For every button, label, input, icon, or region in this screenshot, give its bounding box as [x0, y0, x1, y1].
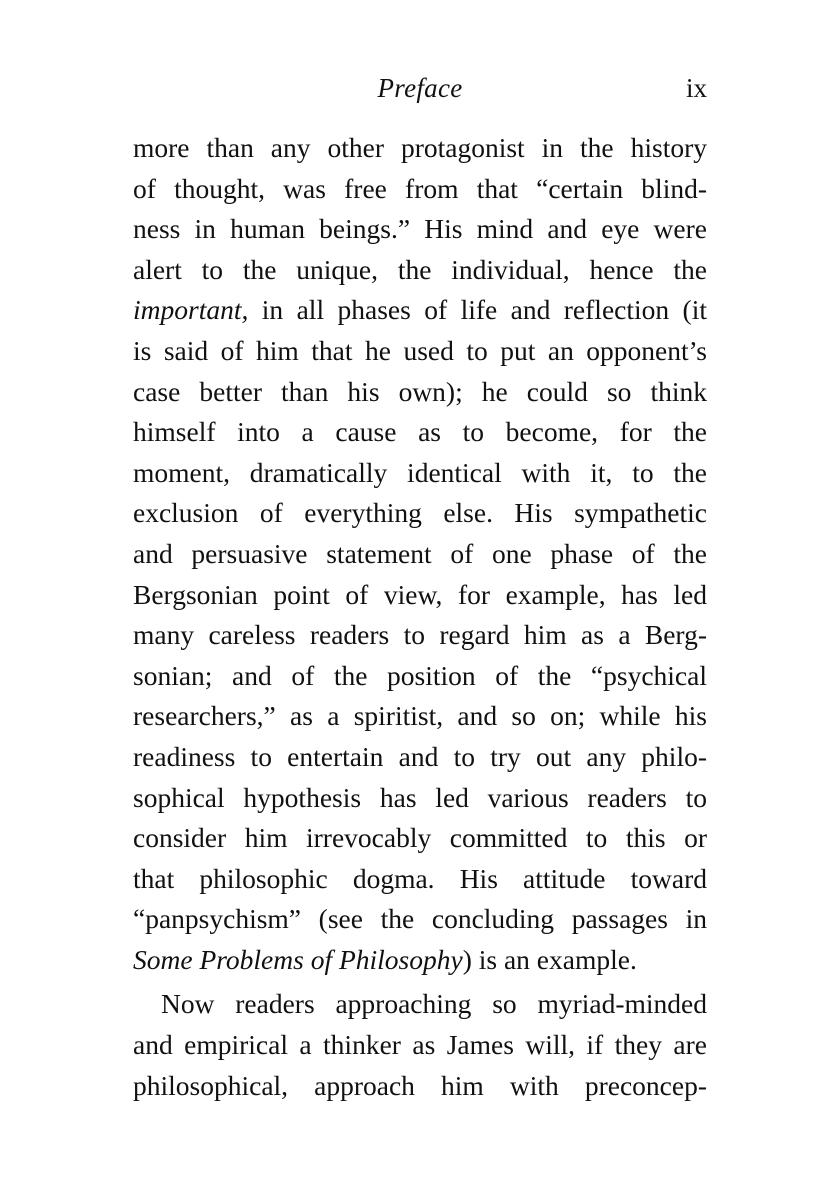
text-run: Now readers approaching so myriad-minded — [161, 988, 707, 1020]
italic-text: Some Problems of Philosophy — [133, 943, 463, 975]
text-run: and empirical a thinker as James will, if they are — [133, 1029, 707, 1061]
text-line — [133, 250, 707, 291]
text-run: and persuasive statement of one phase of the — [133, 537, 707, 569]
text-run: alert to the unique, the individual, hence the — [133, 253, 707, 285]
text-line — [133, 209, 707, 250]
text-line — [133, 493, 707, 534]
italic-text: important, — [133, 294, 249, 326]
text-line — [133, 940, 707, 981]
text-line — [133, 1066, 707, 1107]
text-line — [133, 656, 707, 697]
text-run: ) is an example. — [462, 943, 637, 975]
text-line — [133, 899, 707, 940]
text-line — [133, 778, 707, 819]
text-run: consider him irrevocably committed to this or — [133, 822, 707, 854]
text-run: sonian; and of the position of the “psychical — [133, 659, 707, 691]
text-run: readiness to entertain and to try out any philo- — [133, 740, 707, 772]
text-line — [133, 737, 707, 778]
running-head — [133, 66, 707, 110]
text-line — [133, 615, 707, 656]
page-title: Preface — [377, 73, 463, 103]
text-line — [133, 575, 707, 616]
text-run: sophical hypothesis has led various readers to — [133, 781, 707, 813]
text-line — [133, 331, 707, 372]
text-line — [133, 453, 707, 494]
text-line — [133, 290, 707, 331]
text-run: moment, dramatically identical with it, to the — [133, 456, 707, 488]
text-run: case better than his own); he could so think — [133, 375, 707, 407]
text-run: researchers,” as a spiritist, and so on; while his — [133, 700, 707, 732]
text-line — [133, 412, 707, 453]
text-line — [133, 818, 707, 859]
text-run: many careless readers to regard him as a Berg- — [133, 619, 707, 651]
text-run: of thought, was free from that “certain blind- — [133, 172, 707, 204]
text-line — [133, 859, 707, 900]
text-line — [133, 984, 707, 1025]
text-run: ness in human beings.” His mind and eye were — [133, 213, 707, 245]
text-line — [133, 534, 707, 575]
text-run: philosophical, approach him with preconcep- — [133, 1069, 707, 1101]
text-line — [133, 372, 707, 413]
paragraph — [133, 128, 707, 980]
text-line — [133, 696, 707, 737]
page-number: ix — [685, 73, 707, 103]
text-run: more than any other protagonist in the history — [133, 132, 707, 163]
text-line — [133, 128, 707, 169]
text-run: himself into a cause as to become, for the — [133, 416, 707, 448]
paragraph — [133, 984, 707, 1106]
text-run: Bergsonian point of view, for example, has led — [133, 578, 707, 610]
text-line — [133, 169, 707, 210]
text-line — [133, 1025, 707, 1066]
body-text — [133, 128, 707, 1106]
text-run: in all phases of life and reflection (it — [248, 294, 707, 326]
text-run: “panpsychism” (see the concluding passages in — [133, 903, 707, 935]
text-run: exclusion of everything else. His sympathetic — [133, 497, 707, 529]
text-run: that philosophic dogma. His attitude toward — [133, 862, 707, 894]
text-run: is said of him that he used to put an opponent’s — [133, 334, 707, 366]
